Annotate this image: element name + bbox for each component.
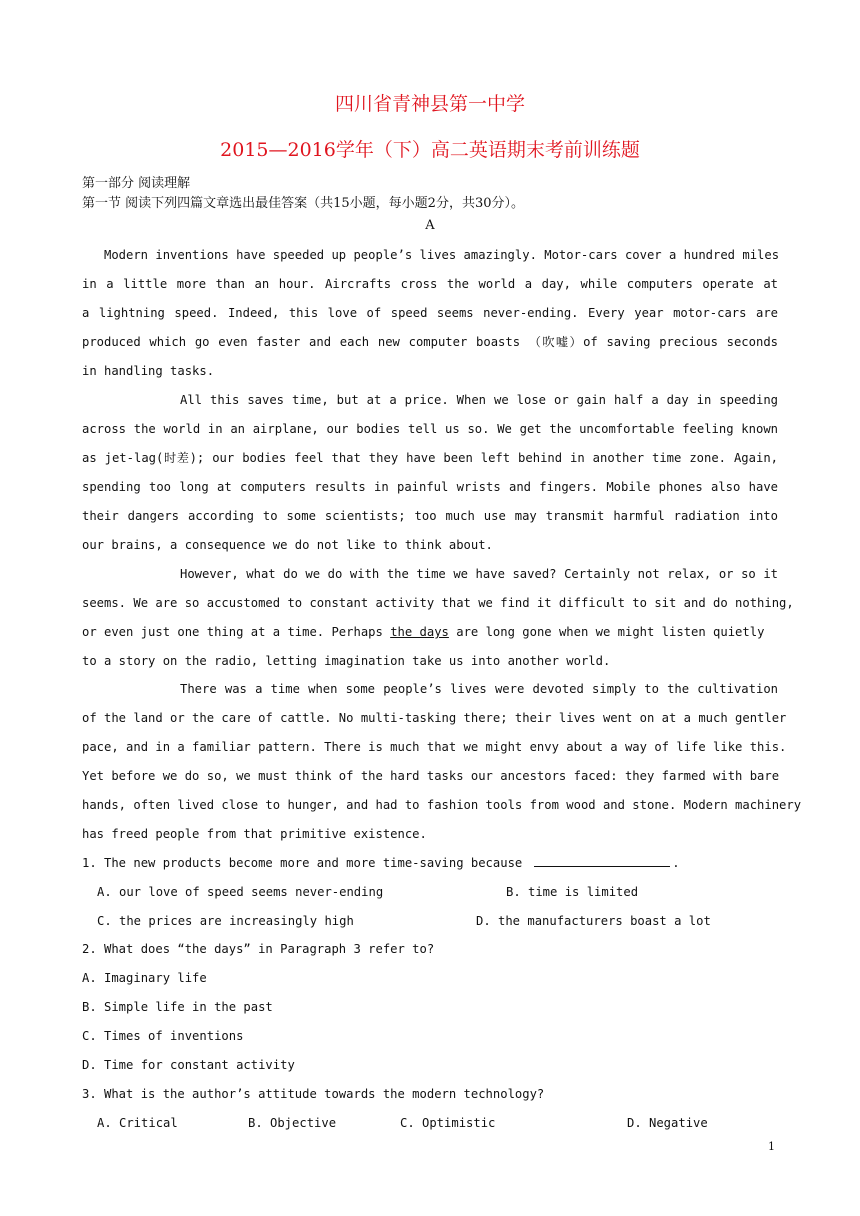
answer-blank bbox=[534, 854, 670, 867]
passage-line: has freed people from that primitive existence. bbox=[82, 827, 427, 841]
option-1d: D. the manufacturers boast a lot bbox=[476, 914, 711, 928]
passage-line: Modern inventions have speeded up people’s lives amazingly. Motor-cars cover a hundred miles bbox=[104, 248, 780, 262]
question-2: 2. What does “the days” in Paragraph 3 refer to? bbox=[82, 942, 435, 956]
passage-line: pace, and in a familiar pattern. There is much that we might envy about a way of life like this. bbox=[82, 740, 787, 754]
question-stem: 1. The new products become more and more time-saving because bbox=[82, 856, 523, 870]
option-3b: B. Objective bbox=[248, 1116, 337, 1130]
section-instructions: 第一节 阅读下列四篇文章选出最佳答案（共15小题，每小题2分，共30分）。 bbox=[82, 196, 524, 211]
question-end: . bbox=[672, 856, 680, 870]
passage-line: However, what do we do with the time we have saved? Certainly not relax, or so it bbox=[180, 567, 778, 581]
passage-line: their dangers according to some scientists; too much use may transmit harmful radiation into bbox=[82, 509, 778, 523]
passage-label: A bbox=[425, 218, 435, 233]
question-1 bbox=[82, 854, 680, 872]
passage-line: There was a time when some people’s lives were devoted simply to the cultivation bbox=[180, 682, 778, 696]
question-3: 3. What is the author’s attitude towards the modern technology? bbox=[82, 1087, 545, 1101]
passage-line: spending too long at computers results in painful wrists and fingers. Mobile phones also have bbox=[82, 480, 778, 494]
exam-title: 2015—2016学年（下）高二英语期末考前训练题 bbox=[220, 139, 640, 161]
passage-line: in handling tasks. bbox=[82, 364, 215, 378]
option-2d: D. Time for constant activity bbox=[82, 1058, 295, 1072]
part-heading: 第一部分 阅读理解 bbox=[82, 176, 191, 191]
passage-line: our brains, a consequence we do not like to think about. bbox=[82, 538, 493, 552]
option-2b: B. Simple life in the past bbox=[82, 1000, 273, 1014]
passage-line: as jet-lag(时差); our bodies feel that they have been left behind in another time zone. Again, bbox=[82, 451, 778, 465]
option-3c: C. Optimistic bbox=[400, 1116, 496, 1130]
passage-line: Yet before we do so, we must think of the hard tasks our ancestors faced: they farmed with bare bbox=[82, 769, 780, 783]
option-3d: D. Negative bbox=[627, 1116, 708, 1130]
passage-line: produced which go even faster and each new computer boasts （吹嘘）of saving precious seconds bbox=[82, 335, 778, 349]
passage-line: across the world in an airplane, our bodies tell us so. We get the uncomfortable feeling known bbox=[82, 422, 778, 436]
option-2c: C. Times of inventions bbox=[82, 1029, 244, 1043]
underlined-phrase: the days bbox=[390, 625, 449, 639]
school-name: 四川省青神县第一中学 bbox=[334, 93, 525, 115]
option-1a: A. our love of speed seems never-ending bbox=[97, 885, 384, 899]
passage-line: in a little more than an hour. Aircrafts cross the world a day, while computers operate at bbox=[82, 277, 778, 291]
line-text: or even just one thing at a time. Perhaps bbox=[82, 625, 391, 639]
passage-line: of the land or the care of cattle. No multi-tasking there; their lives went on at a much gentler bbox=[82, 711, 787, 725]
option-1b: B. time is limited bbox=[506, 885, 639, 899]
option-3a: A. Critical bbox=[97, 1116, 178, 1130]
option-1c: C. the prices are increasingly high bbox=[97, 914, 354, 928]
passage-line: All this saves time, but at a price. When we lose or gain half a day in speeding bbox=[180, 393, 778, 407]
passage-line bbox=[82, 623, 778, 641]
option-2a: A. Imaginary life bbox=[82, 971, 207, 985]
line-text: are long gone when we might listen quietly bbox=[448, 625, 765, 639]
passage-line: to a story on the radio, letting imagination take us into another world. bbox=[82, 654, 611, 668]
passage-line: a lightning speed. Indeed, this love of speed seems never-ending. Every year motor-cars are bbox=[82, 306, 778, 320]
passage-line: hands, often lived close to hunger, and had to fashion tools from wood and stone. Modern machinery bbox=[82, 798, 802, 812]
passage-line: seems. We are so accustomed to constant activity that we find it difficult to sit and do nothing, bbox=[82, 596, 794, 610]
page-number: 1 bbox=[768, 1140, 775, 1153]
